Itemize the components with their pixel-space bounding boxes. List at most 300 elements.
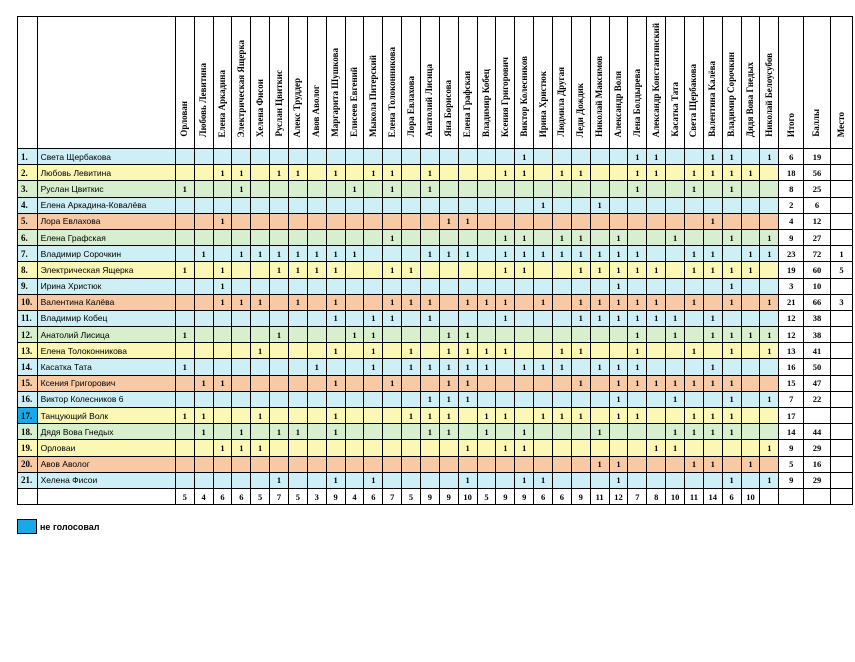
vote-cell: 1 [251, 294, 270, 310]
row-number: 6. [18, 229, 38, 245]
vote-cell: 1 [402, 343, 421, 359]
vote-cell [628, 213, 647, 229]
vote-cell [402, 375, 421, 391]
vote-cell: 1 [571, 165, 590, 181]
vote-cell [326, 327, 345, 343]
column-header [251, 17, 270, 149]
column-total: 6 [534, 488, 553, 504]
vote-cell: 1 [213, 278, 232, 294]
vote-cell [571, 424, 590, 440]
column-total: 3 [307, 488, 326, 504]
vote-cell: 1 [666, 424, 685, 440]
vote-cell [760, 424, 779, 440]
vote-cell [515, 375, 534, 391]
vote-cell: 1 [590, 197, 609, 213]
vote-cell: 1 [515, 229, 534, 245]
bally-cell: 50 [804, 359, 831, 375]
participant-name: Танцующий Волк [37, 408, 175, 424]
vote-cell [402, 391, 421, 407]
column-header [420, 17, 439, 149]
vote-cell [553, 472, 572, 488]
vote-cell [439, 197, 458, 213]
vote-cell [307, 408, 326, 424]
vote-cell: 1 [345, 246, 364, 262]
vote-cell [307, 375, 326, 391]
vote-cell: 1 [741, 262, 760, 278]
vote-cell: 1 [477, 424, 496, 440]
total-header-label: Баллы [811, 109, 822, 137]
header-row [18, 17, 853, 149]
vote-cell [251, 165, 270, 181]
vote-cell [741, 310, 760, 326]
vote-cell: 1 [666, 229, 685, 245]
mesto-cell [830, 472, 852, 488]
vote-cell: 1 [364, 472, 383, 488]
vote-cell [383, 359, 402, 375]
vote-cell [534, 229, 553, 245]
vote-cell: 1 [760, 149, 779, 165]
vote-cell [590, 165, 609, 181]
vote-cell: 1 [496, 262, 515, 278]
vote-cell [232, 149, 251, 165]
vote-cell: 1 [722, 149, 741, 165]
vote-cell [175, 343, 194, 359]
vote-cell: 1 [703, 359, 722, 375]
vote-cell [383, 391, 402, 407]
itogo-cell: 15 [779, 375, 804, 391]
vote-cell: 1 [609, 278, 628, 294]
vote-cell: 1 [232, 181, 251, 197]
vote-cell [288, 391, 307, 407]
vote-cell [553, 391, 572, 407]
vote-cell [703, 181, 722, 197]
vote-cell: 1 [703, 327, 722, 343]
vote-cell: 1 [685, 294, 704, 310]
vote-cell: 1 [534, 197, 553, 213]
vote-cell [175, 213, 194, 229]
column-total: 8 [647, 488, 666, 504]
mesto-cell: 3 [830, 294, 852, 310]
vote-cell [477, 310, 496, 326]
itogo-cell: 4 [779, 213, 804, 229]
vote-cell [420, 197, 439, 213]
vote-cell [194, 149, 213, 165]
vote-cell [534, 424, 553, 440]
vote-cell [420, 327, 439, 343]
participant-name: Ксения Григорович [37, 375, 175, 391]
vote-cell [270, 310, 289, 326]
column-header-label: Света Щербакова [688, 63, 699, 137]
vote-cell [647, 343, 666, 359]
mesto-cell [830, 310, 852, 326]
vote-cell [194, 359, 213, 375]
vote-cell [458, 149, 477, 165]
vote-cell [194, 197, 213, 213]
vote-cell [270, 181, 289, 197]
vote-cell: 1 [477, 343, 496, 359]
vote-cell [741, 294, 760, 310]
vote-cell [760, 408, 779, 424]
vote-cell [420, 262, 439, 278]
vote-cell: 1 [741, 327, 760, 343]
vote-cell [175, 229, 194, 245]
vote-cell [553, 440, 572, 456]
vote-cell: 1 [251, 246, 270, 262]
vote-cell: 1 [609, 408, 628, 424]
vote-cell [685, 359, 704, 375]
itogo-cell: 13 [779, 343, 804, 359]
vote-cell: 1 [571, 375, 590, 391]
vote-cell [477, 262, 496, 278]
row-number: 18. [18, 424, 38, 440]
mesto-cell [830, 440, 852, 456]
vote-cell [628, 472, 647, 488]
vote-cell: 1 [288, 294, 307, 310]
participant-name: Елена Графская [37, 229, 175, 245]
vote-cell [364, 246, 383, 262]
vote-cell: 1 [628, 181, 647, 197]
vote-cell: 1 [647, 165, 666, 181]
vote-cell: 1 [175, 181, 194, 197]
column-header-label: Мыкола Питерский [367, 55, 378, 137]
vote-cell [685, 197, 704, 213]
itogo-cell: 23 [779, 246, 804, 262]
column-header [288, 17, 307, 149]
vote-cell [496, 197, 515, 213]
vote-cell [270, 213, 289, 229]
vote-cell [326, 391, 345, 407]
vote-cell [288, 343, 307, 359]
vote-cell: 1 [420, 391, 439, 407]
vote-cell [251, 375, 270, 391]
vote-cell [496, 375, 515, 391]
vote-cell: 1 [383, 181, 402, 197]
vote-cell: 1 [685, 408, 704, 424]
vote-cell [477, 165, 496, 181]
column-header [175, 17, 194, 149]
vote-cell: 1 [760, 472, 779, 488]
vote-cell: 1 [326, 262, 345, 278]
mesto-cell [830, 424, 852, 440]
vote-cell [571, 327, 590, 343]
row-number: 11. [18, 310, 38, 326]
vote-cell: 1 [628, 149, 647, 165]
vote-cell [647, 359, 666, 375]
vote-cell: 1 [666, 391, 685, 407]
vote-cell [288, 472, 307, 488]
vote-cell [288, 181, 307, 197]
vote-cell: 1 [270, 246, 289, 262]
vote-cell [383, 197, 402, 213]
column-total: 6 [232, 488, 251, 504]
vote-cell: 1 [628, 408, 647, 424]
bally-cell: 56 [804, 165, 831, 181]
legend-color-swatch [17, 519, 37, 534]
vote-cell: 1 [760, 327, 779, 343]
vote-cell [458, 278, 477, 294]
vote-cell [232, 278, 251, 294]
vote-cell [307, 424, 326, 440]
vote-cell [496, 149, 515, 165]
vote-cell [270, 197, 289, 213]
vote-cell [685, 278, 704, 294]
column-header [628, 17, 647, 149]
vote-cell [553, 424, 572, 440]
vote-cell [534, 149, 553, 165]
vote-cell: 1 [628, 343, 647, 359]
participant-name: Света Щербакова [37, 149, 175, 165]
vote-cell [741, 408, 760, 424]
vote-cell: 1 [666, 310, 685, 326]
vote-cell [402, 197, 421, 213]
vote-cell [571, 440, 590, 456]
vote-cell [458, 181, 477, 197]
vote-cell [307, 149, 326, 165]
table-row [18, 213, 853, 229]
row-number: 10. [18, 294, 38, 310]
vote-cell: 1 [270, 424, 289, 440]
vote-cell: 1 [760, 229, 779, 245]
column-total: 4 [345, 488, 364, 504]
vote-cell: 1 [571, 294, 590, 310]
vote-cell [571, 456, 590, 472]
vote-cell: 1 [477, 294, 496, 310]
vote-cell [477, 456, 496, 472]
vote-cell [760, 197, 779, 213]
vote-cell [270, 343, 289, 359]
vote-cell: 1 [383, 262, 402, 278]
vote-cell [760, 165, 779, 181]
vote-cell [364, 391, 383, 407]
vote-cell [741, 343, 760, 359]
vote-cell [458, 262, 477, 278]
vote-cell [722, 456, 741, 472]
bally-cell: 10 [804, 278, 831, 294]
column-header-label: Орлован [179, 101, 190, 137]
vote-cell: 1 [590, 359, 609, 375]
vote-cell: 1 [288, 165, 307, 181]
vote-cell: 1 [571, 262, 590, 278]
row-number: 4. [18, 197, 38, 213]
vote-cell [628, 456, 647, 472]
vote-cell [534, 375, 553, 391]
vote-cell: 1 [383, 229, 402, 245]
vote-cell [458, 197, 477, 213]
vote-cell [741, 472, 760, 488]
vote-cell: 1 [458, 343, 477, 359]
column-total: 5 [477, 488, 496, 504]
vote-cell: 1 [420, 246, 439, 262]
vote-cell: 1 [458, 440, 477, 456]
vote-cell [364, 408, 383, 424]
vote-cell: 1 [722, 424, 741, 440]
vote-cell [232, 262, 251, 278]
vote-cell [515, 181, 534, 197]
vote-cell [515, 294, 534, 310]
vote-cell [383, 246, 402, 262]
vote-cell [760, 213, 779, 229]
vote-cell [307, 229, 326, 245]
vote-cell [458, 408, 477, 424]
column-header-label: Яна Борисова [443, 80, 454, 137]
vote-cell: 1 [420, 310, 439, 326]
vote-cell: 1 [741, 246, 760, 262]
vote-cell [213, 424, 232, 440]
column-header [439, 17, 458, 149]
vote-cell [402, 440, 421, 456]
vote-cell: 1 [383, 165, 402, 181]
row-number: 3. [18, 181, 38, 197]
itogo-cell: 12 [779, 310, 804, 326]
table-row [18, 359, 853, 375]
vote-cell: 1 [666, 440, 685, 456]
row-number: 16. [18, 391, 38, 407]
totals-empty-cell [830, 488, 852, 504]
vote-cell [383, 408, 402, 424]
itogo-cell: 9 [779, 229, 804, 245]
row-number: 21. [18, 472, 38, 488]
column-header-label: Валентина Калёва [707, 61, 718, 137]
column-total: 9 [571, 488, 590, 504]
legend [17, 519, 99, 534]
vote-cell: 1 [477, 408, 496, 424]
vote-cell [703, 294, 722, 310]
table-row [18, 149, 853, 165]
itogo-cell: 14 [779, 424, 804, 440]
vote-cell [288, 310, 307, 326]
vote-cell [364, 197, 383, 213]
itogo-cell: 2 [779, 197, 804, 213]
totals-empty-cell [18, 488, 38, 504]
vote-cell [477, 375, 496, 391]
vote-cell [232, 456, 251, 472]
vote-cell [251, 149, 270, 165]
vote-cell: 1 [703, 149, 722, 165]
vote-cell: 1 [534, 294, 553, 310]
vote-cell: 1 [571, 310, 590, 326]
vote-cell [364, 294, 383, 310]
vote-cell: 1 [232, 165, 251, 181]
vote-cell [420, 472, 439, 488]
vote-cell [345, 213, 364, 229]
column-header-label: Анатолий Лисица [424, 63, 435, 137]
vote-cell [307, 294, 326, 310]
vote-cell: 1 [722, 294, 741, 310]
vote-cell [666, 278, 685, 294]
vote-cell: 1 [722, 408, 741, 424]
vote-cell: 1 [760, 440, 779, 456]
vote-cell [383, 472, 402, 488]
column-header-label: Владимир Сорочкин [726, 52, 737, 137]
vote-cell [232, 408, 251, 424]
vote-cell [194, 310, 213, 326]
mesto-cell [830, 359, 852, 375]
vote-cell [666, 246, 685, 262]
vote-cell [326, 359, 345, 375]
table-row [18, 197, 853, 213]
column-total [760, 488, 779, 504]
vote-cell: 1 [722, 181, 741, 197]
vote-cell [270, 456, 289, 472]
vote-cell: 1 [420, 181, 439, 197]
vote-cell [477, 213, 496, 229]
vote-cell: 1 [722, 343, 741, 359]
vote-cell [609, 181, 628, 197]
vote-cell [402, 278, 421, 294]
vote-cell [741, 229, 760, 245]
vote-cell [439, 310, 458, 326]
row-number: 20. [18, 456, 38, 472]
vote-cell: 1 [722, 262, 741, 278]
vote-cell [345, 310, 364, 326]
column-header-label: Лена Болдырева [631, 69, 642, 137]
vote-cell: 1 [647, 440, 666, 456]
itogo-cell: 12 [779, 327, 804, 343]
vote-cell [307, 278, 326, 294]
vote-cell [741, 440, 760, 456]
participant-name: Виктор Колесников 6 [37, 391, 175, 407]
vote-cell [307, 391, 326, 407]
column-header-label: Владимир Кобец [480, 68, 491, 137]
vote-cell [364, 278, 383, 294]
vote-cell [345, 197, 364, 213]
vote-cell [288, 375, 307, 391]
table-row [18, 229, 853, 245]
column-header [477, 17, 496, 149]
column-header [590, 17, 609, 149]
vote-cell [590, 408, 609, 424]
bally-cell: 38 [804, 327, 831, 343]
vote-cell [515, 343, 534, 359]
vote-cell [647, 456, 666, 472]
vote-cell [288, 278, 307, 294]
vote-cell [251, 472, 270, 488]
column-header [571, 17, 590, 149]
vote-cell: 1 [703, 375, 722, 391]
column-total: 7 [383, 488, 402, 504]
total-header-label: Место [835, 111, 846, 137]
vote-cell: 1 [647, 262, 666, 278]
vote-cell: 1 [232, 440, 251, 456]
bally-cell: 16 [804, 456, 831, 472]
column-header-label: Руслан Цвиткис [273, 70, 284, 137]
vote-cell [213, 327, 232, 343]
column-header [741, 17, 760, 149]
vote-cell [288, 359, 307, 375]
vote-cell [420, 278, 439, 294]
column-header [458, 17, 477, 149]
vote-cell: 1 [609, 359, 628, 375]
row-number: 13. [18, 343, 38, 359]
vote-cell: 1 [364, 343, 383, 359]
vote-cell [553, 262, 572, 278]
vote-cell [288, 327, 307, 343]
vote-cell: 1 [232, 246, 251, 262]
vote-cell: 1 [647, 294, 666, 310]
participant-name: Анатолий Лисица [37, 327, 175, 343]
vote-cell: 1 [439, 375, 458, 391]
vote-cell: 1 [496, 246, 515, 262]
vote-cell [307, 213, 326, 229]
total-header [779, 17, 804, 149]
vote-cell: 1 [175, 262, 194, 278]
bally-cell: 22 [804, 391, 831, 407]
vote-cell: 1 [571, 343, 590, 359]
vote-cell [647, 229, 666, 245]
vote-cell [307, 343, 326, 359]
vote-cell [345, 424, 364, 440]
vote-cell [439, 165, 458, 181]
